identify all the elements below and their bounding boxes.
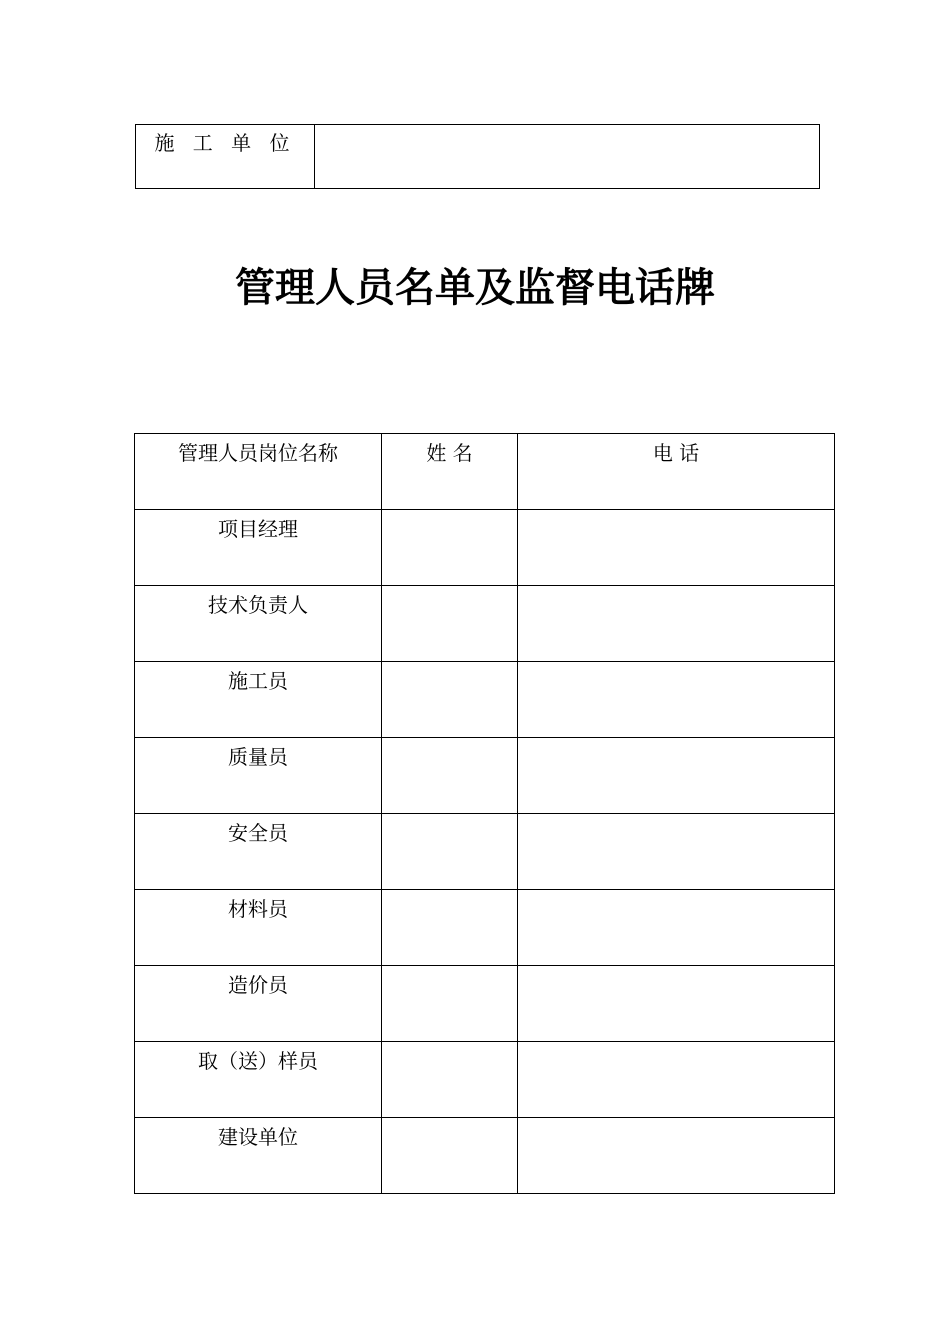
table-row <box>135 662 835 738</box>
header-phone: 电 话 <box>518 434 835 510</box>
name-cell <box>382 1118 518 1194</box>
table-row <box>135 1118 835 1194</box>
position-cell: 技术负责人 <box>135 586 382 662</box>
position-cell: 安全员 <box>135 814 382 890</box>
staff-table <box>134 433 835 1194</box>
phone-cell <box>518 1042 835 1118</box>
table-row <box>135 966 835 1042</box>
table-row <box>135 738 835 814</box>
construction-unit-table <box>135 124 820 189</box>
name-cell <box>382 662 518 738</box>
table-row <box>135 1042 835 1118</box>
position-cell: 取（送）样员 <box>135 1042 382 1118</box>
table-row <box>135 890 835 966</box>
table-row <box>135 814 835 890</box>
name-cell <box>382 966 518 1042</box>
phone-cell <box>518 510 835 586</box>
construction-unit-label: 施 工 单 位 <box>136 125 315 189</box>
name-cell <box>382 814 518 890</box>
name-cell <box>382 586 518 662</box>
phone-cell <box>518 662 835 738</box>
name-cell <box>382 738 518 814</box>
table-row <box>135 586 835 662</box>
position-cell: 项目经理 <box>135 510 382 586</box>
name-cell <box>382 1042 518 1118</box>
table-row <box>135 510 835 586</box>
phone-cell <box>518 1118 835 1194</box>
phone-cell <box>518 738 835 814</box>
position-cell: 施工员 <box>135 662 382 738</box>
position-cell: 质量员 <box>135 738 382 814</box>
position-cell: 材料员 <box>135 890 382 966</box>
position-cell: 造价员 <box>135 966 382 1042</box>
construction-unit-value <box>315 125 820 189</box>
phone-cell <box>518 586 835 662</box>
construction-unit-row <box>136 125 820 189</box>
staff-table-header-row <box>135 434 835 510</box>
name-cell <box>382 890 518 966</box>
phone-cell <box>518 814 835 890</box>
header-position: 管理人员岗位名称 <box>135 434 382 510</box>
page-title: 管理人员名单及监督电话牌 <box>235 265 715 311</box>
phone-cell <box>518 890 835 966</box>
header-name: 姓 名 <box>382 434 518 510</box>
position-cell: 建设单位 <box>135 1118 382 1194</box>
phone-cell <box>518 966 835 1042</box>
name-cell <box>382 510 518 586</box>
